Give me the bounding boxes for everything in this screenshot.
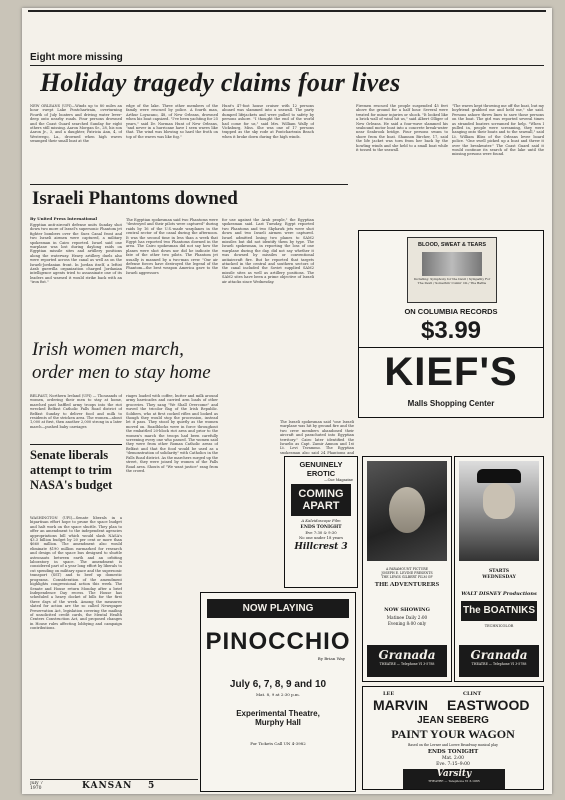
film-title-2: APART <box>302 500 340 512</box>
film-title-1: COMING <box>298 488 344 500</box>
israeli-headline: Israeli Phantoms downed <box>32 188 238 209</box>
presents-1: A PARAMOUNT PICTURE <box>385 567 429 571</box>
boatniks-ad <box>454 456 544 682</box>
israeli-col-2: The Egyptian spokesman said two Phantoms were "destroyed and their pilots were captured" during raids by 16 of the U.S.-made warplanes in the central sector of the canal during the afternoon. It was the second time in less than a week that Egypt has reported two Phantoms downed in the area. The Cairo spokesman did not say how the planes were shot down nor did he indicate the fate of the other two pilots. The Phantom jet usually is manned by a two-man crew. "Our air defense forces have destroyed the legend of the Phantom—the best weapon America gave to the Israeli aggressors <box>126 218 218 275</box>
sailor-face <box>483 483 515 519</box>
holiday-headline: Holiday tragedy claims four lives <box>40 68 401 97</box>
star-seberg: JEAN SEBERG <box>417 715 489 726</box>
granada-info: THEATRE — Telephone VI 3-5788 <box>379 662 435 666</box>
theater-name: Hillcrest 3 <box>294 542 348 552</box>
granada-banner-2 <box>459 645 539 677</box>
senate-rule <box>30 444 122 445</box>
footer-date <box>30 781 70 793</box>
now-showing: NOW SHOWING <box>384 607 430 613</box>
age-limit: No one under 18 years <box>298 535 344 540</box>
album-title: BLOOD, SWEAT & TEARS <box>417 242 487 248</box>
top-rule <box>28 10 546 12</box>
starts-day: WEDNESDAY <box>482 575 516 580</box>
holiday-col-5: "The waves kept throwing me off the boat, but my boyfriend grabbed me and held me," she said. Persons ashore threw lines to save those persons on the boat. The girl was reported several times as stranded boaters screamed for help. "When I pulled in, people were screaming, they were hanging onto their boats and to the seawall," said Lt. William Bliss of the Orleans levee board police. "One swell picked up a boat and threw it over the breakwater." The Coast Guard said it would continue its search of the lake until the missing persons were found. <box>452 104 544 157</box>
newspaper-page <box>22 8 552 794</box>
ticket-info: For Tickets Call UN 4-3982 <box>250 741 306 746</box>
pinocchio-times: Mat. 8, 9 at 2:30 p.m. <box>256 692 300 697</box>
irish-headline: Irish women march, order men to stay home <box>32 339 211 383</box>
wagon-sub: Based on the Lerner and Loewe Broadway musical play <box>408 743 498 747</box>
footer-paper: KANSAN <box>82 781 133 791</box>
israeli-col-gap <box>318 236 352 238</box>
kiefs-records-ad <box>358 230 544 418</box>
pinocchio-ad <box>200 592 356 792</box>
tag-erotic: EROTIC <box>306 469 336 478</box>
granada-banner <box>367 645 447 677</box>
star-lee: LEE <box>383 691 395 697</box>
wagon-mat: Mat. 2:00 <box>441 756 465 761</box>
album-cover <box>407 237 497 303</box>
sailor-photo <box>459 461 539 561</box>
record-label: ON COLUMBIA RECORDS <box>404 307 498 316</box>
pinocchio-author: By Brian Way <box>317 656 345 661</box>
starts-label: STARTS <box>488 569 510 574</box>
album-art <box>422 252 482 276</box>
footer-rule <box>30 779 198 780</box>
israeli-byline: By United Press International <box>30 216 97 221</box>
footer-date-2: 1970 <box>30 786 42 791</box>
kicker-rule <box>30 65 544 66</box>
presents-2: JOSEPH E. LEVINE PRESENTS <box>381 571 433 575</box>
now-playing-banner: NOW PLAYING <box>207 599 349 618</box>
israeli-col-3: for use against the Arab people," the Egyptian spokesman said. Last Tuesday, Egypt reported two Phantoms and two Skyhawk jets were shot down and two Israeli airmen were captured. Israel admitted losing two planes to SAM2 missiles but did not identify them by type. The Israeli spokesman, in reporting the loss of one warplane during the day, did not say whether it was downed by missiles or conventional antiaircraft fire. But he reported that targets attacked in the central and southern sectors of the canal included the Soviet supplied SAM2 missile sites as well as artillery positions. The SAM2 sites have been a prime objective of Israeli air attacks since Wednesday. <box>222 218 314 284</box>
irish-col-1: BELFAST, Northern Ireland (UPI) — Thousands of women, ordering their men to stay at home, marched past baffled army troops into the riot wrecked Belfast Catholic Falls Road district of Belfast Sunday to deliver food and milk to residents of the stricken area. The women—about 1,000 at first, then another 2,000 strong in a later march—pushed baby carriages <box>30 394 122 429</box>
pinocchio-title: PINOCCHIO <box>205 628 351 655</box>
wagon-ends: ENDS TONIGHT <box>427 749 479 755</box>
store-location: Malls Shopping Center <box>407 399 495 408</box>
technicolor: TECHNICOLOR <box>484 624 514 628</box>
varsity-name: Varsity <box>436 769 472 779</box>
holiday-col-1: NEW ORLEANS (UPI)—Winds up to 80 miles an hour swept Lake Pontchartrain, overturning Fourth of July boaters and driving water lever-deep onto nearby roads. Four persons drowned and the Coast Guard searched Sunday for eight others still missing. Aaron Morgan Sr., 28, his son Aaron Jr., 3, and a daughter, Patricia Ann, 4, of Westwego, La., drowned when high waves swamped their small boat at the <box>30 104 122 144</box>
holiday-col-4: Firemen rescued the people suspended 45 feet above the ground for a half hour. Several were treated for minor injuries or shock. "It looked like a brick wall of wind hit us," said Albert Olliger of New Orleans. He said a four-wave slammed his seabound motor boat into a concrete break-water near Seabrook bridge. Four persons swam to shore from the boat. Shannon Bircher, 17, said the life jacket was torn from her back by the howling winds and she held to a small boat while it tossed to the seawall. <box>356 104 448 153</box>
distributor: A Kaleidoscope Film <box>301 518 341 523</box>
actress-photo <box>367 461 447 561</box>
footer-page: 5 <box>148 781 155 791</box>
wagon-title: PAINT YOUR WAGON <box>391 727 515 741</box>
wagon-eve: Eve. 7:15–9:00 <box>436 762 470 767</box>
granada-info-2: THEATRE — Telephone VI 3-5788 <box>471 662 527 666</box>
album-caption: Including: Symphony for the Devil / Sympathy For The Devil / Somethin' Comin' On / The Battle <box>413 277 491 285</box>
senate-headline: Senate liberals attempt to trim NASA's budget <box>30 448 113 492</box>
holiday-col-2: edge of the lake. Three other members of the family were rescued by police. A fourth man, Arthur Loyacano, 48, of New Orleans, drowned when his boat capsized. "I've been yachting for 25 years," said Dr. Norman Hunt of New Orleans, "and never in a hurricane have I seen waves like that. The wind was blowing so hard the froth on top of the waves was like fog." <box>126 104 218 139</box>
matinee-time: Matinee Daily 2:00 <box>386 615 428 620</box>
studio-name: WALT DISNEY Productions <box>461 591 537 597</box>
footer-date-1: July 7 <box>30 781 43 786</box>
coming-apart-ad <box>284 456 358 588</box>
star-marvin: MARVIN <box>373 697 428 713</box>
paint-your-wagon-ad <box>362 686 544 790</box>
adventurers-title: THE ADVENTURERS <box>374 581 440 588</box>
star-clint: CLINT <box>463 691 482 697</box>
varsity-banner <box>403 769 505 789</box>
varsity-info: THEATRE — Telephone VI 3-1065 <box>428 779 480 783</box>
venue-line-1: Experimental Theatre, <box>236 709 320 718</box>
presents-block <box>363 567 451 579</box>
ends-tonight: ENDS TONIGHT <box>300 525 342 530</box>
presents-3: THE LEWIS GILBERT FILM OF <box>381 575 433 579</box>
israeli-rule <box>30 184 348 185</box>
face-shape <box>389 487 425 533</box>
evening-time: Evening 8:00 only <box>387 621 427 626</box>
record-price: $3.99 <box>420 317 482 344</box>
adventurers-ad <box>362 456 452 682</box>
holiday-col-3: Hunt's 47-foot house cruiser with 12 persons aboard was slammed into a seawall. The party dumped lifejackets and were pulled to safety by persons ashore. "I thought the end of the world had come for us," said Mrs. William Wally of Vicksburg, Miss. She was one of 17 persons trapped as the sky rode at Pontchartrain Beach when it broke down during the high winds. <box>222 104 314 139</box>
tag-genuinely: GENUINELY <box>299 460 343 469</box>
pinocchio-dates: July 6, 7, 8, 9 and 10 <box>229 679 327 690</box>
boatniks-title: The BOATNIKS <box>461 601 537 621</box>
irish-col-2: riages loaded with coffee, butter and milk around army barricades and carried arm loads of other groceries. They sang "We Shall Overcome" and waved the tricolor flag of the Irish Republic. Soldiers, who at first cocked rifles and looked as though they would stop the procession, instead let it pass. They stood by quietly as the women moved on. Roadblocks were in force throughout the embattled 20-block riot area and prior to the women's march the troops had been carefully screening every one who passed. The women said they were from other Roman Catholic areas of Belfast and that the food would be used as a "demonstration of solidarity" with Catholics in the Falls Road district. As the marchers surged up the street, they were joined by women of the Falls Road area. Shouts of "We want justice" rang from the crowd. <box>126 394 218 473</box>
israeli-col-4: The Israeli spokesman said "one Israeli warplane was hit by ground fire and the two crew members abandoned their aircraft and parachuted into Egyptian territory." Cairo later identified the Israelis as Capt. Zamir Amnon and 1st Lt. Levi Tsvammo. The Egyptian spokesman also said 24 Phantoms and <box>280 420 354 454</box>
granada-name: Granada <box>378 648 436 662</box>
venue-line-2: Murphy Hall <box>255 718 301 727</box>
store-name: KIEF'S <box>384 350 518 394</box>
film-title-block <box>291 484 351 516</box>
cap-shape <box>477 469 521 483</box>
review-source: —Cue Magazine <box>324 478 353 482</box>
records-divider <box>359 347 543 348</box>
israeli-col-1: Egyptian anti-aircraft defense units Sunday shot down two more of Israel's supersonic Phantom jet fighter bombers over the Suez Canal front and two Israeli airmen were captured, a military spokesman in Cairo reported. Israel said one warplane was lost during daylong raids on Egyptian missile sites and artillery positions along the waterway. Heavy artillery duels also were reported across the canal as well as on the Israeli-Jordanian front. In Jordan itself, a leftist Arab guerrilla organization charged Jordanian intelligence agents tried to assassinate one of its leaders and warned it would strike back with an "iron fist." <box>30 223 122 285</box>
show-times: Eve 7:30 & 9:30 <box>305 530 337 535</box>
star-eastwood: EASTWOOD <box>447 697 530 713</box>
kicker: Eight more missing <box>30 52 123 63</box>
senate-body: WASHINGTON (UPI)—Senate liberals in a bipartisan effort hope to prune the space budget and halt work on the space shuttle. They plan to offer an amendment to the independent agencies appropriations bill which would slash NASA's $3.3 billion budget by 20 per cent or more than $660 million. The amendment also would eliminate $190 million earmarked for research and design of the space bus designed to shuttle astronauts between earth and an orbiting laboratory in space. The amendment is considered part of a year long effort by liberals to cut spending on military space and the supersonic transport (SST) and to beef up domestic programs. Consideration of the amendment highlights congressional action this week. The Senate and House return Monday after a brief Independence Day recess. The House has scheduled a heavy docket of bills for the first three days of the week. Among the measures slated for action are the so called Newspaper Preservation Act, legislation covering the mailing of unsolicited credit cards, the Mental Health Centers Construction Act, and proposed changes in House rules affecting lobbying and campaign contributions. <box>30 516 122 631</box>
granada-name-2: Granada <box>470 648 528 662</box>
